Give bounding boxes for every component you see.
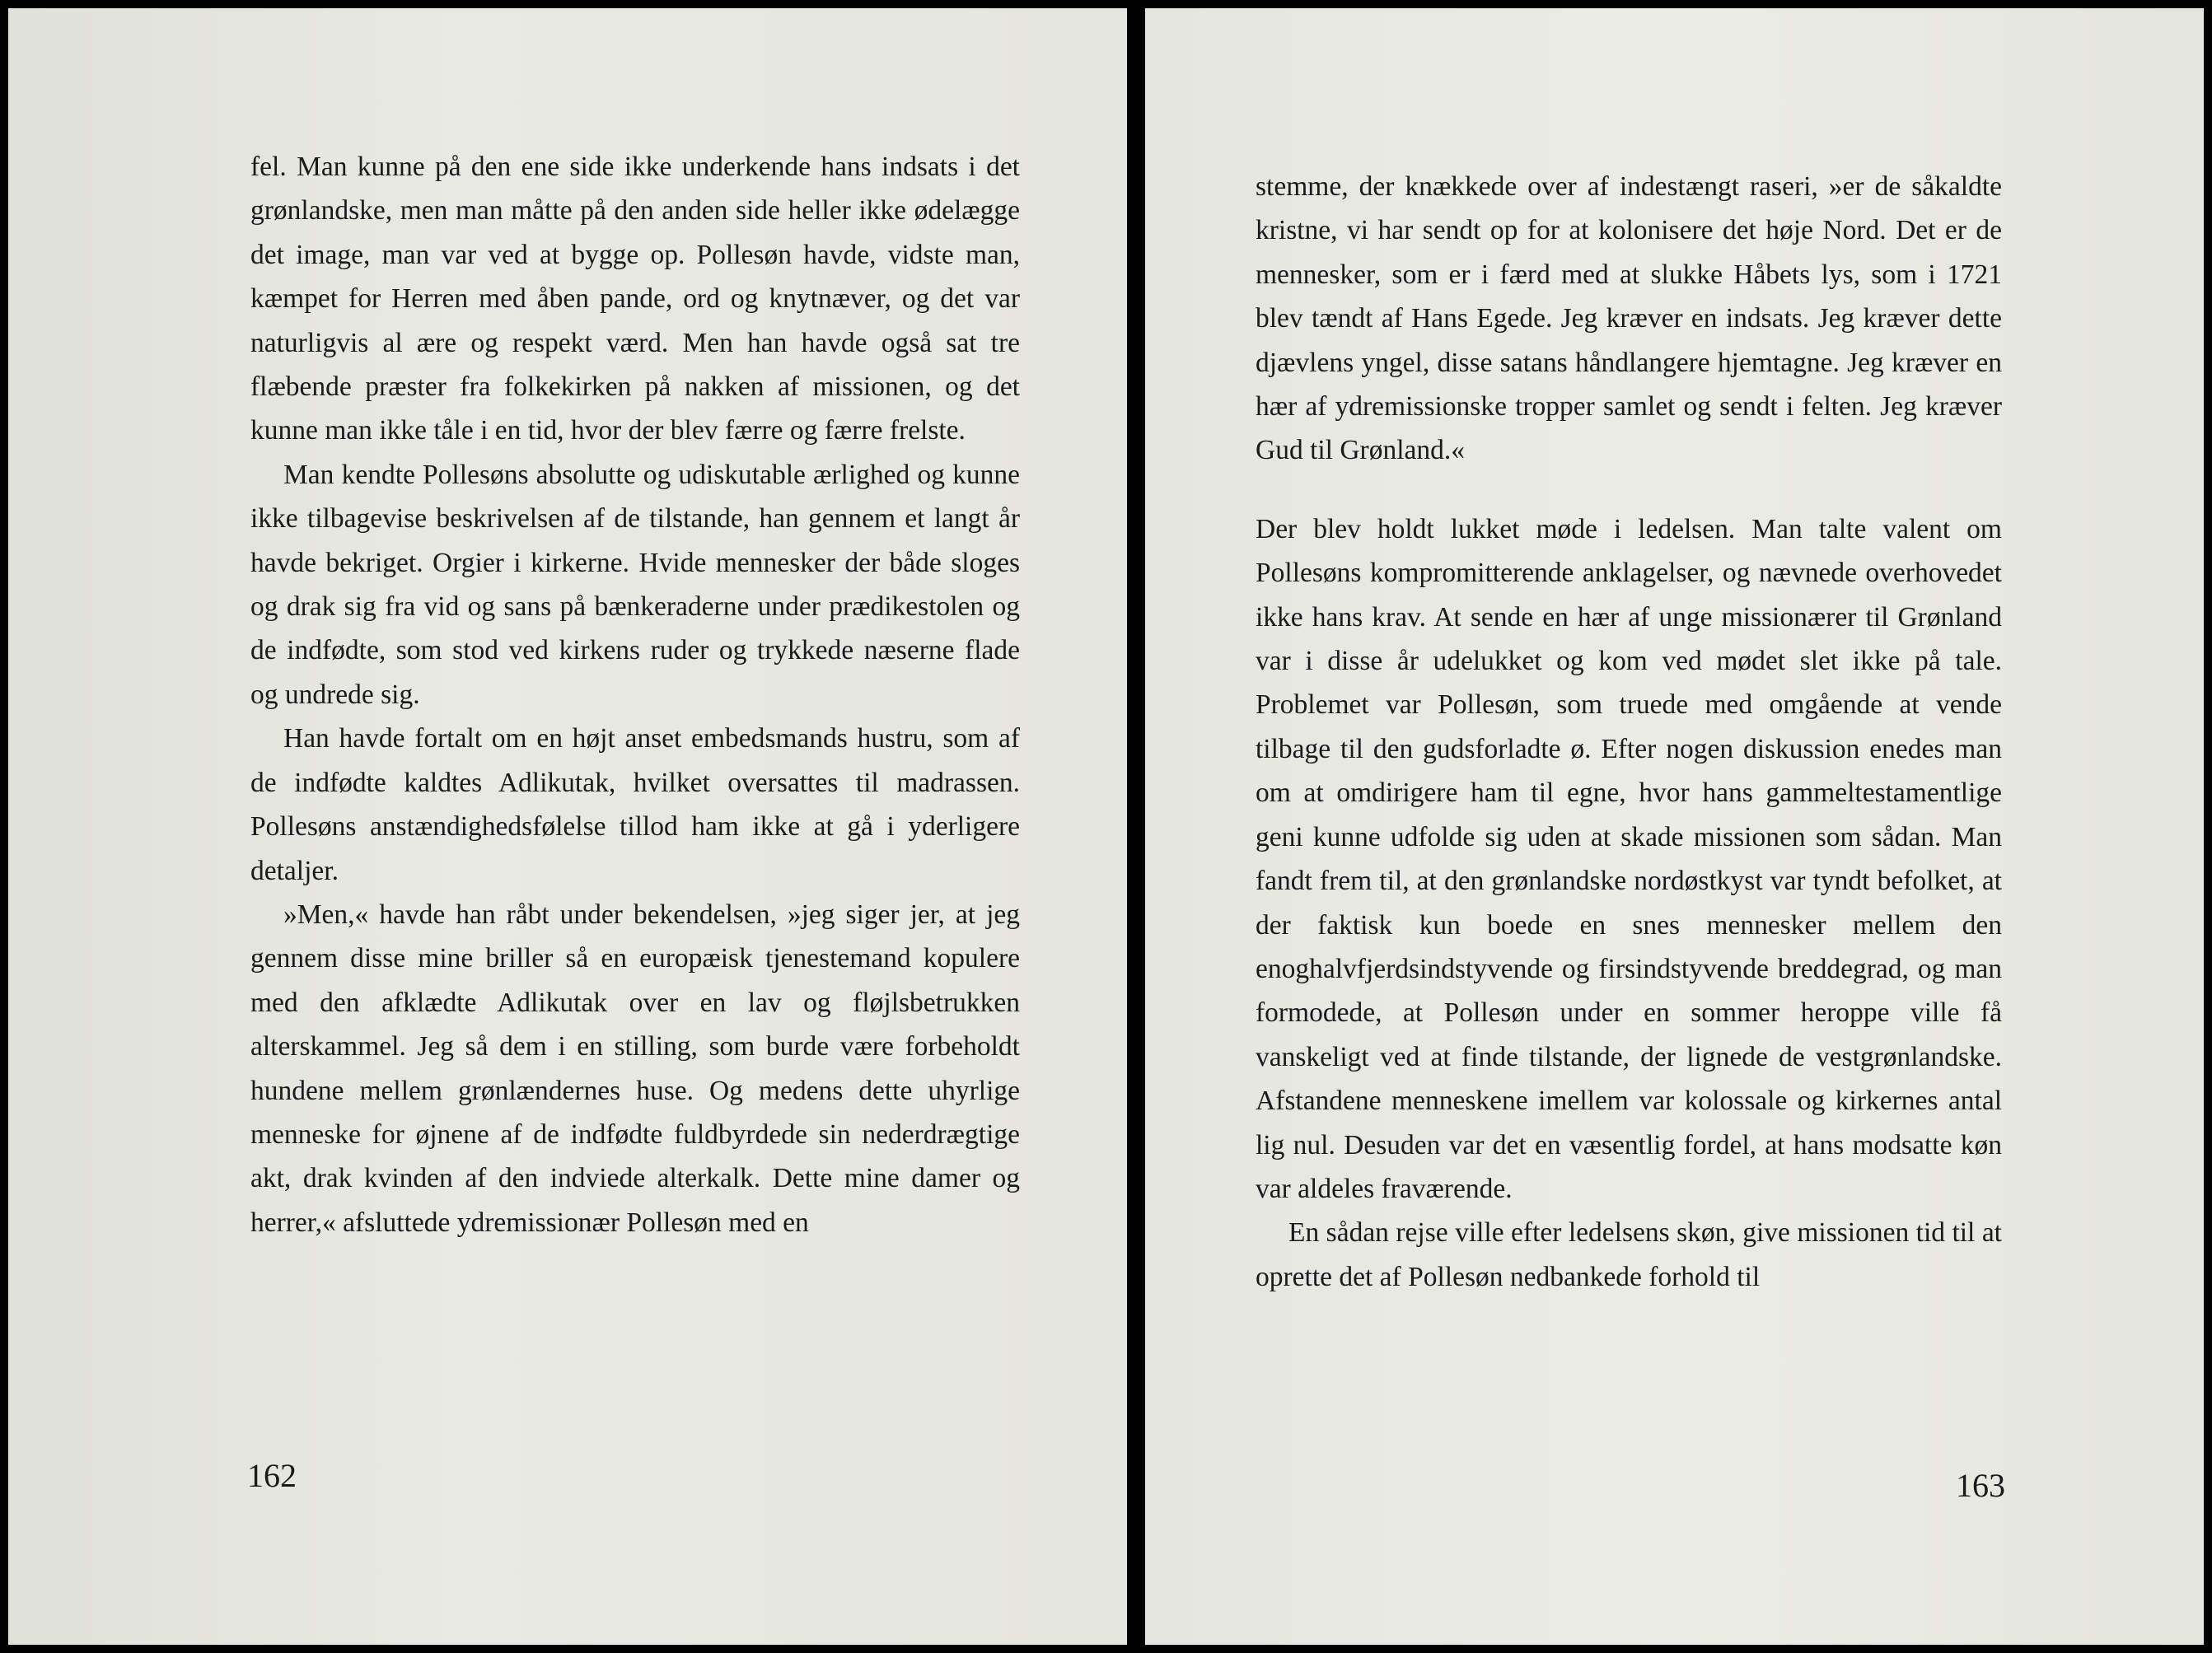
paragraph: Man kendte Pollesøns absolutte og udiskutable ærlighed og kunne ikke tilbagevise beskrivelsen af de tilstande, han gennem et langt år havde bekriget. Orgier i kirkerne. Hvide mennesker der både sloges og drak sig fra vid og sans på bænkeraderne under prædikestolen og de indfødte, som stod ved kirkens ruder og trykkede næserne flade og undrede sig. bbox=[250, 459, 1020, 710]
left-page bbox=[8, 8, 1127, 1645]
right-page bbox=[1145, 8, 2204, 1645]
left-page-text bbox=[250, 145, 1020, 1244]
paragraph: stemme, der knækkede over af indestængt raseri, »er de såkaldte kristne, vi har sendt op for at kolonisere det høje Nord. Det er de mennesker, som er i færd med at slukke Håbets lys, som i 1721 blev tændt af Hans Egede. Jeg kræver en indsats. Jeg kræver dette djævlens yngel, disse satans håndlangere hjemtagne. Jeg kræver en hær af ydremissionske tropper samlet og sendt i felten. Jeg kræver Gud til Grønland.« bbox=[1256, 171, 2002, 466]
paragraph: Der blev holdt lukket møde i ledelsen. Man talte valent om Pollesøns kompromitterende anklagelser, og nævnede overhovedet ikke hans krav. At sende en hær af unge missionærer til Grønland var i disse år udelukket og kom ved mødet slet ikke på tale. Problemet var Pollesøn, som truede med omgående at vende tilbage til den gudsforladte ø. Efter nogen diskussion enedes man om at omdirigere ham til egne, hvor hans gammeltestamentlige geni kunne udfolde sig uden at skade missionen som sådan. Man fandt frem til, at den grønlandske nordøstkyst var tyndt befolket, at der faktisk kun boede en snes mennesker mellem den enoghalvfjerdsindstyvende og firsindstyvende breddegrad, og man formodede, at Pollesøn under en sommer heroppe ville få vanskeligt ved at finde tilstande, der lignede de vestgrønlandske. Afstandene menneskene imellem var kolossale og kirkernes antal lig nul. Desuden var det en væsentlig fordel, at hans modsatte køn var aldeles fraværende. bbox=[1256, 513, 2002, 1204]
page-number: 163 bbox=[1956, 1467, 2005, 1504]
paragraph: Han havde fortalt om en højt anset embedsmands hustru, som af de indfødte kaldtes Adlikutak, hvilket oversattes til madrassen. Pollesøns anstændighedsfølelse tillod ham ikke at gå i yderligere detaljer. bbox=[250, 723, 1020, 886]
paragraph: En sådan rejse ville efter ledelsens skøn, give missionen tid til at oprette det af Pollesøn nedbankede forhold til bbox=[1256, 1217, 2002, 1292]
paragraph: fel. Man kunne på den ene side ikke underkende hans indsats i det grønlandske, men man måtte på den anden side heller ikke ødelægge det image, man var ved at bygge op. Pollesøn havde, vidste man, kæmpet for Herren med åben pande, ord og knytnæver, og det var naturligvis al ære og respekt værd. Men han havde også sat tre flæbende præster fra folkekirken på nakken af missionen, og det kunne man ikke tåle i en tid, hvor der blev færre og færre frelste. bbox=[250, 152, 1020, 446]
page-number: 162 bbox=[247, 1457, 297, 1494]
paragraph: »Men,« havde han råbt under bekendelsen, »jeg siger jer, at jeg gennem disse mine briller så en europæisk tjenestemand kopulere med den afklædte Adlikutak over en lav og fløjlsbetrukken alterskammel. Jeg så dem i en stilling, som burde være forbeholdt hundene mellem grønlændernes huse. Og medens dette uhyrlige menneske for øjnene af de indfødte fuldbyrdede sin nederdrægtige akt, drak kvinden af den indviede alterkalk. Dette mine damer og herrer,« afsluttede ydremissionær Pollesøn med en bbox=[250, 899, 1020, 1238]
right-page-text bbox=[1256, 165, 2002, 1299]
